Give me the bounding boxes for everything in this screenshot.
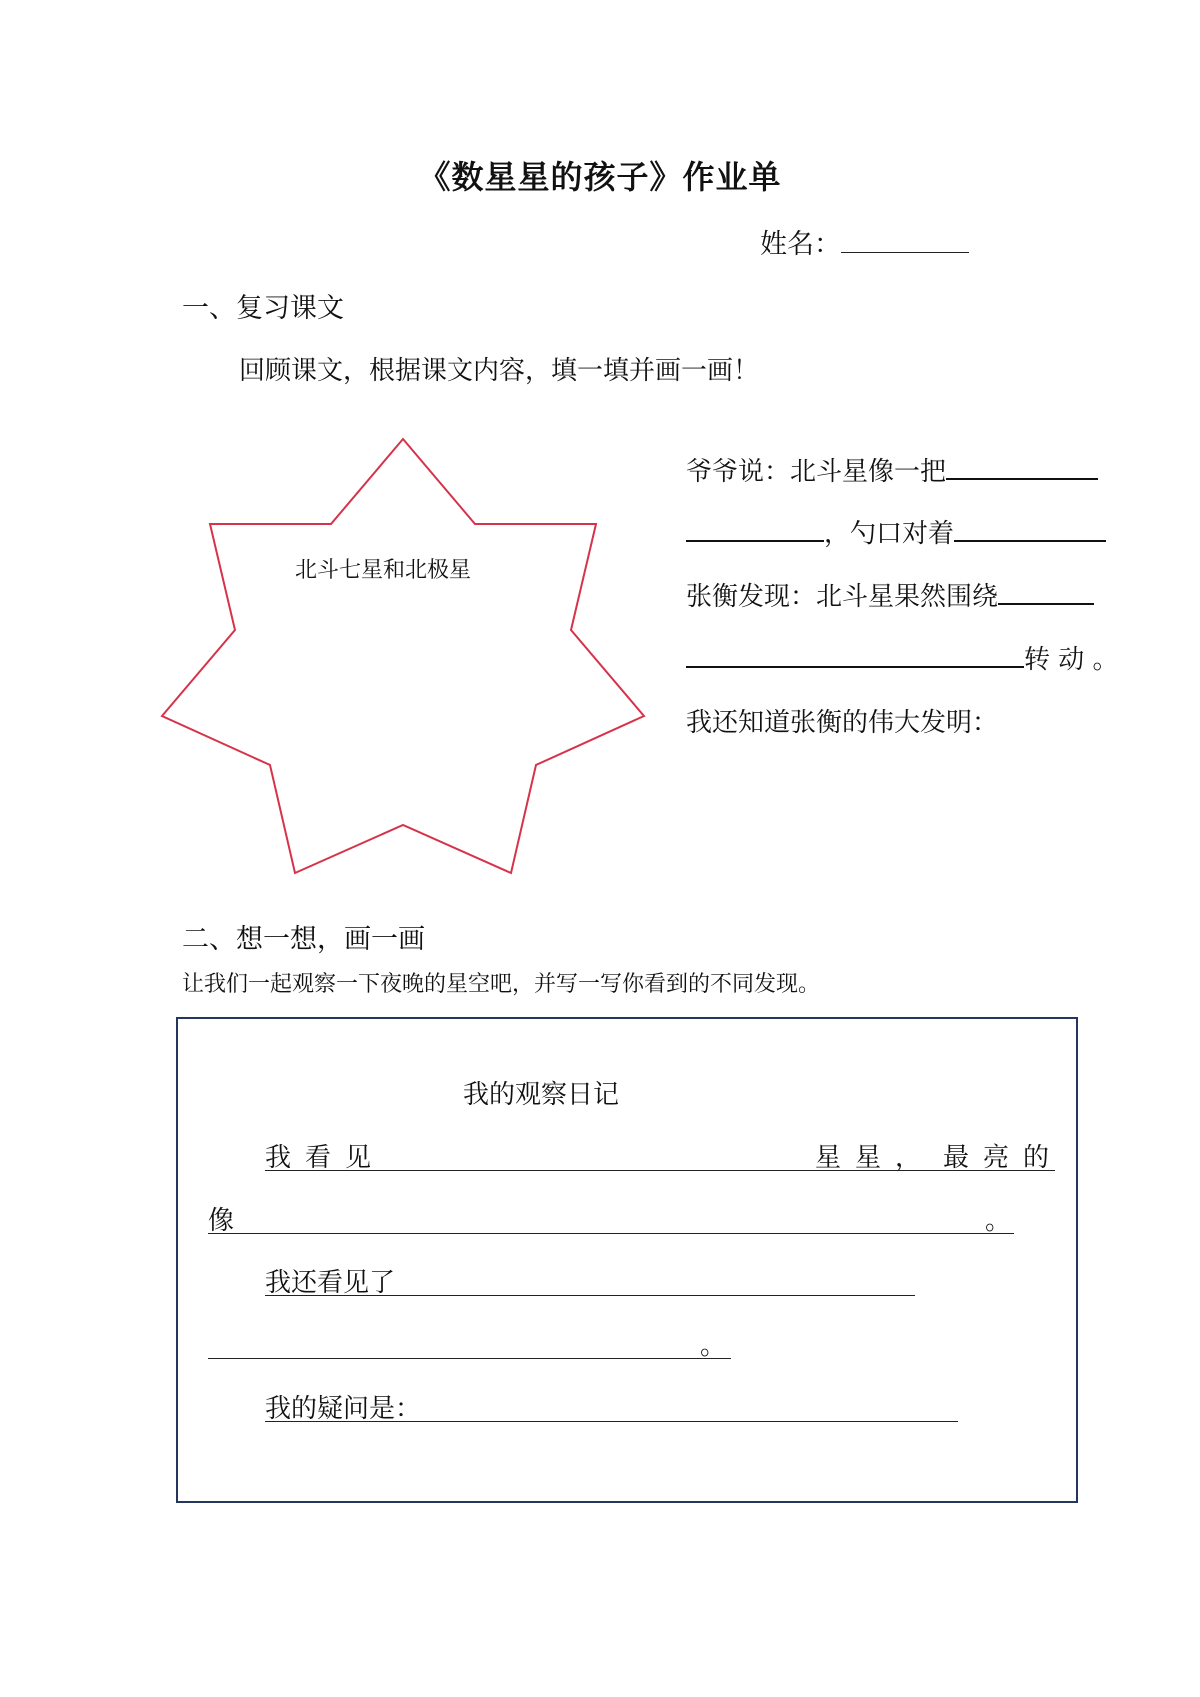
diary-title: 我的观察日记 [463, 1080, 620, 1110]
fill-line-4: 转 动 。 [686, 638, 1119, 676]
page-title: 《数星星的孩子》作业单 [418, 158, 782, 196]
diary-blank-1[interactable] [265, 1170, 1055, 1171]
blank-3[interactable] [954, 512, 1106, 542]
diary-line4-end: 。 [700, 1331, 727, 1361]
fill-line-1: 爷爷说：北斗星像一把 [686, 450, 1098, 488]
fill-line-5: 我还知道张衡的伟大发明： [686, 708, 999, 738]
name-label: 姓名： [760, 229, 841, 260]
observation-diary-box [176, 1017, 1078, 1503]
diary-line1-mid: 星星， [815, 1143, 936, 1173]
diary-line3-label: 我还看见了 [265, 1268, 396, 1298]
section2-heading: 二、想一想，画一画 [182, 924, 425, 955]
diary-blank-2[interactable] [208, 1233, 1014, 1234]
star-label: 北斗七星和北极星 [295, 558, 472, 583]
star-shape [162, 439, 644, 873]
diary-line1-start: 我看见 [265, 1143, 386, 1173]
diary-line2-start: 像 [208, 1206, 235, 1236]
fill-line-3: 张衡发现：北斗星果然围绕 [686, 575, 1094, 613]
diary-line5-label: 我的疑问是： [265, 1394, 422, 1424]
blank-5[interactable] [686, 638, 1024, 668]
section1-instruction: 回顾课文，根据课文内容，填一填并画一画！ [239, 356, 760, 386]
diary-blank-3[interactable] [265, 1295, 915, 1296]
blank-1[interactable] [946, 450, 1098, 480]
section2-instruction: 让我们一起观察一下夜晚的星空吧，并写一写你看到的不同发现。 [182, 972, 821, 997]
section1-heading: 一、复习课文 [182, 293, 344, 324]
diary-blank-4[interactable] [208, 1358, 731, 1359]
diary-line2-end: 。 [985, 1206, 1012, 1236]
blank-2[interactable] [686, 512, 824, 542]
blank-4[interactable] [998, 575, 1094, 605]
diary-line1-end: 最亮的 [943, 1143, 1064, 1173]
fill-line-2: ，勺口对着 [686, 512, 1106, 550]
diary-blank-5[interactable] [265, 1421, 958, 1422]
